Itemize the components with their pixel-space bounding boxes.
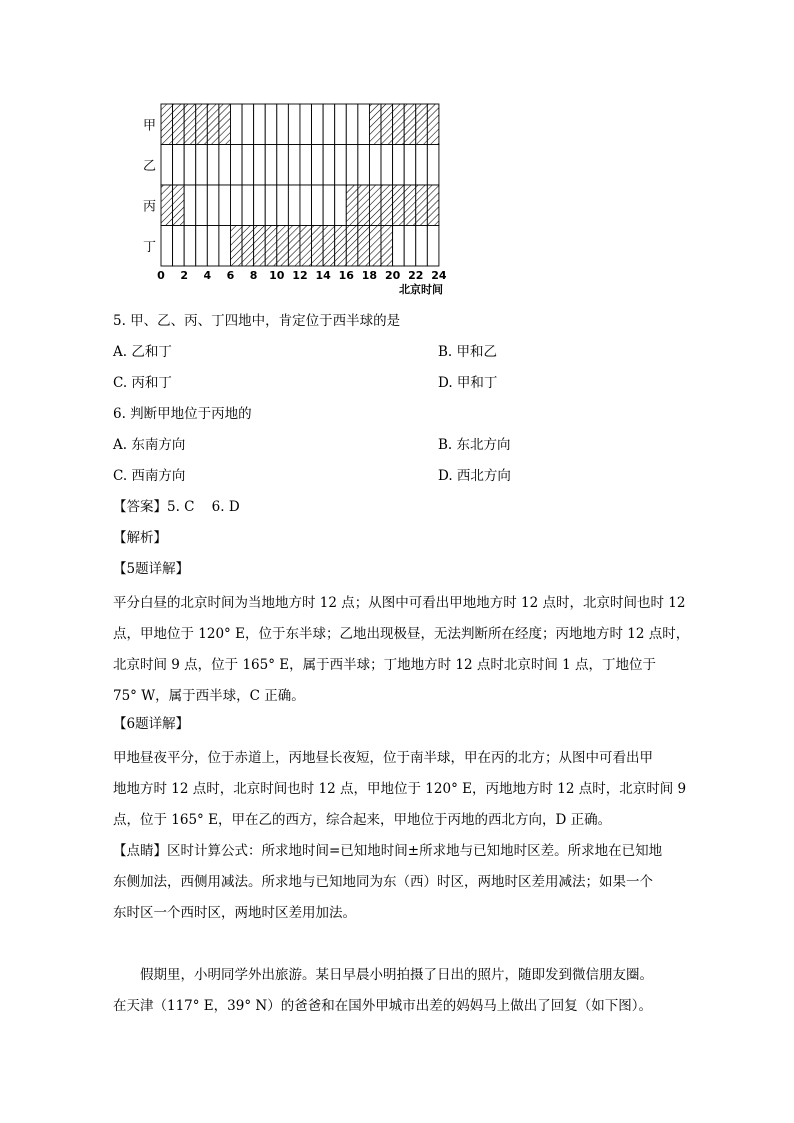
- day-cell: [358, 104, 370, 145]
- day-cell: [312, 185, 324, 226]
- night-cell: [381, 185, 393, 226]
- night-cell: [161, 104, 173, 145]
- day-cell: [207, 145, 219, 186]
- night-cell: [219, 104, 231, 145]
- tip-body: [113, 836, 685, 929]
- day-cell: [323, 145, 335, 186]
- night-cell: [207, 104, 219, 145]
- day-cell: [265, 104, 277, 145]
- night-cell: [381, 104, 393, 145]
- night-cell: [369, 226, 381, 267]
- night-cell: [393, 185, 405, 226]
- x-axis-label: 北京时间: [399, 283, 443, 296]
- x-tick-label: 2: [180, 269, 188, 282]
- night-cell: [404, 104, 416, 145]
- passage-line: 假期里，小明同学外出旅游。某日早晨小明拍摄了日出的照片，随即发到微信朋友圈。: [140, 967, 653, 983]
- day-cell: [416, 226, 428, 267]
- night-cell: [346, 185, 358, 226]
- x-tick-label: 14: [315, 269, 331, 282]
- night-cell: [161, 185, 173, 226]
- night-cell: [381, 226, 393, 267]
- day-cell: [404, 145, 416, 186]
- day-cell: [254, 185, 266, 226]
- detail5-body: [113, 588, 690, 712]
- day-cell: [369, 145, 381, 186]
- night-cell: [230, 226, 242, 267]
- night-cell: [312, 226, 324, 267]
- detail5-line: 平分白昼的北京时间为当地地方时 12 点；从图中可看出甲地地方时 12 点时，北京时间也时 12: [113, 595, 686, 611]
- x-tick-label: 24: [431, 269, 447, 282]
- detail5-line: 75° W，属于西半球，C 正确。: [113, 688, 305, 704]
- day-cell: [381, 145, 393, 186]
- day-cell: [288, 104, 300, 145]
- day-cell: [254, 145, 266, 186]
- detail6-body: [113, 743, 685, 836]
- x-tick-label: 6: [226, 269, 235, 282]
- night-cell: [196, 104, 208, 145]
- night-cell: [416, 185, 428, 226]
- x-tick-label: 22: [408, 269, 424, 282]
- day-cell: [265, 145, 277, 186]
- night-cell: [335, 226, 347, 267]
- day-cell: [312, 104, 324, 145]
- x-tick-label: 10: [269, 269, 285, 282]
- day-cell: [346, 104, 358, 145]
- day-cell: [335, 145, 347, 186]
- night-cell: [184, 104, 196, 145]
- detail5-label: 【5题详解】: [113, 561, 190, 577]
- tip-line: 东时区一个西时区，两地时区差用加法。: [113, 905, 356, 921]
- night-cell: [416, 104, 428, 145]
- detail5-line: 点，甲地位于 120° E，位于东半球；乙地出现极昼，无法判断所在经度；丙地地方时 12 点时，: [113, 626, 690, 642]
- day-cell: [242, 145, 254, 186]
- x-tick-label: 8: [249, 269, 258, 282]
- day-cell: [300, 145, 312, 186]
- day-cell: [184, 226, 196, 267]
- day-cell: [265, 185, 277, 226]
- night-cell: [358, 185, 370, 226]
- day-cell: [219, 226, 231, 267]
- detail6-label: 【6题详解】: [113, 716, 190, 732]
- day-cell: [300, 104, 312, 145]
- day-cell: [242, 185, 254, 226]
- detail6-line: 地地方时 12 点时，北京时间也时 12 点，甲地位于 120° E，丙地地方时 12 点时，北京时间 9: [113, 781, 687, 797]
- day-night-chart: [130, 98, 470, 298]
- day-cell: [242, 104, 254, 145]
- night-cell: [173, 104, 185, 145]
- day-cell: [288, 145, 300, 186]
- night-cell: [242, 226, 254, 267]
- detail6-line: 点，位于 165° E，甲在乙的西方，综合起来，甲地位于丙地的西北方向，D 正确。: [113, 812, 612, 828]
- night-cell: [277, 226, 289, 267]
- day-cell: [427, 226, 439, 267]
- day-cell: [173, 145, 185, 186]
- row-label: 甲: [143, 118, 157, 134]
- day-cell: [184, 185, 196, 226]
- day-cell: [346, 145, 358, 186]
- night-cell: [265, 226, 277, 267]
- x-tick-label: 20: [384, 269, 401, 282]
- night-cell: [288, 226, 300, 267]
- day-cell: [277, 104, 289, 145]
- day-cell: [196, 145, 208, 186]
- night-cell: [346, 226, 358, 267]
- row-label: 乙: [143, 158, 157, 174]
- analysis-label: 【解析】: [113, 530, 167, 546]
- day-cell: [230, 104, 242, 145]
- q5-stem: 5. 甲、乙、丙、丁四地中，肯定位于西半球的是: [113, 313, 401, 329]
- day-cell: [404, 226, 416, 267]
- q5-option-c: C. 丙和丁: [113, 375, 172, 391]
- tip-line: 【点睛】区时计算公式：所求地时间=已知地时间±所求地与已知地时区差。所求地在已知地: [113, 843, 663, 859]
- night-cell: [369, 185, 381, 226]
- next-passage: [113, 960, 685, 1022]
- detail5-line: 北京时间 9 点，位于 165° E，属于西半球；丁地地方时 12 点时北京时间 1 点，丁地位于: [113, 657, 657, 673]
- night-cell: [323, 226, 335, 267]
- q5-option-d: D. 甲和丁: [438, 375, 498, 391]
- day-cell: [335, 185, 347, 226]
- day-cell: [427, 145, 439, 186]
- night-cell: [369, 104, 381, 145]
- q6-stem: 6. 判断甲地位于丙地的: [113, 406, 252, 422]
- passage-line: 在天津（117° E，39° N）的爸爸和在国外甲城市出差的妈妈马上做出了回复（如下图）。: [113, 998, 652, 1014]
- day-cell: [393, 226, 405, 267]
- night-cell: [173, 185, 185, 226]
- day-cell: [184, 145, 196, 186]
- x-tick-label: 12: [292, 269, 308, 282]
- q6-option-b: B. 东北方向: [438, 437, 511, 453]
- x-tick-label: 4: [203, 269, 212, 282]
- q6-option-a: A. 东南方向: [113, 437, 186, 453]
- day-cell: [219, 145, 231, 186]
- day-cell: [393, 145, 405, 186]
- x-tick-label: 18: [361, 269, 378, 282]
- q6-option-d: D. 西北方向: [438, 468, 511, 484]
- x-tick-label: 16: [338, 269, 354, 282]
- q5-option-b: B. 甲和乙: [438, 344, 498, 360]
- night-cell: [358, 226, 370, 267]
- row-label: 丁: [143, 239, 157, 255]
- day-cell: [416, 145, 428, 186]
- day-cell: [196, 185, 208, 226]
- x-tick-label: 0: [157, 269, 165, 282]
- day-cell: [300, 185, 312, 226]
- day-cell: [230, 145, 242, 186]
- day-cell: [230, 185, 242, 226]
- night-cell: [427, 185, 439, 226]
- tip-line: 东侧加法，西侧用减法。所求地与已知地同为东（西）时区，两地时区差用减法；如果一个: [113, 874, 653, 890]
- night-cell: [393, 104, 405, 145]
- answer-line: 【答案】5. C 6. D: [113, 499, 240, 515]
- day-cell: [173, 226, 185, 267]
- day-cell: [207, 185, 219, 226]
- day-cell: [277, 145, 289, 186]
- night-cell: [254, 226, 266, 267]
- day-cell: [207, 226, 219, 267]
- night-cell: [404, 185, 416, 226]
- row-label: 丙: [143, 199, 157, 215]
- night-cell: [427, 104, 439, 145]
- night-cell: [300, 226, 312, 267]
- detail6-line: 甲地昼夜平分，位于赤道上，丙地昼长夜短，位于南半球，甲在丙的北方；从图中可看出甲: [113, 750, 653, 766]
- day-cell: [323, 104, 335, 145]
- day-cell: [219, 185, 231, 226]
- day-cell: [254, 104, 266, 145]
- q5-option-a: A. 乙和丁: [113, 344, 172, 360]
- day-cell: [358, 145, 370, 186]
- day-cell: [196, 226, 208, 267]
- day-cell: [312, 145, 324, 186]
- day-cell: [288, 185, 300, 226]
- day-cell: [335, 104, 347, 145]
- day-cell: [277, 185, 289, 226]
- day-cell: [161, 226, 173, 267]
- day-cell: [161, 145, 173, 186]
- day-cell: [323, 185, 335, 226]
- q6-option-c: C. 西南方向: [113, 468, 186, 484]
